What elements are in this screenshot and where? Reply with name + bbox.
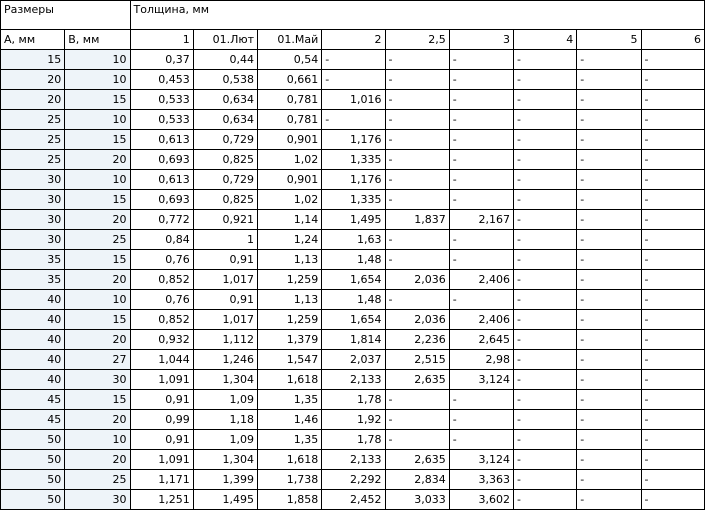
cell-weight: 1,259 [258,270,322,290]
cell-weight: - [577,210,641,230]
table-row [1,450,705,470]
cell-weight: - [385,430,449,450]
cell-a: 25 [1,110,65,130]
cell-weight: 0,825 [193,150,257,170]
cell-b: 20 [65,330,130,350]
cell-b: 30 [65,370,130,390]
cell-weight: 2,292 [322,470,385,490]
cell-weight: - [385,230,449,250]
cell-weight: - [514,450,577,470]
cell-weight: 1,335 [322,150,385,170]
thickness-header: Толщина, мм [130,1,704,30]
cell-weight: - [577,470,641,490]
cell-weight: - [449,410,513,430]
cell-a: 45 [1,410,65,430]
cell-weight: 1,02 [258,150,322,170]
cell-weight: 2,037 [322,350,385,370]
cell-weight: 1,837 [385,210,449,230]
cell-weight: - [514,470,577,490]
cell-weight: - [641,450,704,470]
cell-weight: - [641,250,704,270]
cell-weight: 1,495 [322,210,385,230]
cell-weight: 1,618 [258,370,322,390]
cell-weight: - [514,70,577,90]
cell-weight: 2,036 [385,310,449,330]
thickness-col-header: 2 [322,30,385,50]
cell-weight: - [449,250,513,270]
table-row [1,370,705,390]
cell-weight: 1,48 [322,290,385,310]
cell-weight: 1,016 [322,90,385,110]
cell-a: 35 [1,270,65,290]
cell-b: 15 [65,130,130,150]
cell-weight: - [449,110,513,130]
cell-weight: 0,76 [130,290,193,310]
cell-weight: 0,729 [193,130,257,150]
cell-weight: 0,91 [130,430,193,450]
cell-weight: 3,363 [449,470,513,490]
cell-weight: 0,453 [130,70,193,90]
cell-b: 10 [65,70,130,90]
cell-weight: - [641,150,704,170]
cell-b: 25 [65,470,130,490]
cell-weight: 0,91 [193,290,257,310]
cell-a: 30 [1,210,65,230]
cell-a: 30 [1,190,65,210]
cell-weight: 3,124 [449,450,513,470]
cell-b: 30 [65,490,130,510]
cell-weight: 1,547 [258,350,322,370]
cell-b: 15 [65,190,130,210]
cell-weight: 0,772 [130,210,193,230]
cell-weight: - [514,350,577,370]
cell-weight: - [577,50,641,70]
cell-weight: - [514,210,577,230]
cell-weight: - [577,90,641,110]
cell-a: 50 [1,430,65,450]
cell-b: 20 [65,150,130,170]
cell-weight: 2,515 [385,350,449,370]
cell-a: 20 [1,90,65,110]
cell-weight: - [514,330,577,350]
cell-weight: 1,18 [193,410,257,430]
cell-weight: 0,921 [193,210,257,230]
cell-weight: 1,02 [258,190,322,210]
cell-b: 20 [65,450,130,470]
cell-weight: 0,44 [193,50,257,70]
cell-b: 15 [65,390,130,410]
cell-weight: - [641,110,704,130]
cell-weight: 0,661 [258,70,322,90]
cell-weight: 1,259 [258,310,322,330]
cell-weight: - [577,430,641,450]
cell-weight: - [514,430,577,450]
cell-weight: 0,37 [130,50,193,70]
cell-weight: 1,48 [322,250,385,270]
cell-weight: 2,133 [322,370,385,390]
cell-weight: 0,729 [193,170,257,190]
cell-weight: 1,017 [193,270,257,290]
cell-weight: 1,335 [322,190,385,210]
cell-weight: - [385,150,449,170]
table-row [1,190,705,210]
cell-weight: - [385,130,449,150]
table-row [1,290,705,310]
table-row [1,150,705,170]
cell-weight: 1,304 [193,450,257,470]
cell-b: 20 [65,210,130,230]
cell-weight: 1,78 [322,430,385,450]
cell-weight: - [577,390,641,410]
cell-weight: - [514,170,577,190]
cell-b: 15 [65,310,130,330]
cell-weight: - [449,230,513,250]
cell-weight: - [641,50,704,70]
cell-weight: - [577,190,641,210]
cell-weight: - [641,70,704,90]
cell-weight: 1,78 [322,390,385,410]
cell-a: 40 [1,310,65,330]
cell-weight: - [641,490,704,510]
cell-weight: 2,236 [385,330,449,350]
cell-weight: 0,781 [258,90,322,110]
table-row [1,90,705,110]
cell-weight: 0,634 [193,90,257,110]
table-row [1,470,705,490]
cell-weight: - [641,290,704,310]
cell-weight: 1,13 [258,290,322,310]
cell-weight: - [514,50,577,70]
cell-weight: 0,693 [130,150,193,170]
cell-weight: 0,99 [130,410,193,430]
cell-weight: 1,044 [130,350,193,370]
cell-weight: 0,613 [130,170,193,190]
cell-weight: - [449,130,513,150]
cell-weight: 2,98 [449,350,513,370]
cell-weight: 1,14 [258,210,322,230]
cell-weight: - [514,490,577,510]
cell-a: 50 [1,490,65,510]
cell-a: 30 [1,170,65,190]
cell-weight: - [641,90,704,110]
cell-b: 10 [65,170,130,190]
cell-weight: 3,124 [449,370,513,390]
cell-weight: - [449,90,513,110]
cell-weight: - [577,410,641,430]
cell-weight: 1,24 [258,230,322,250]
cell-weight: 1,251 [130,490,193,510]
cell-a: 45 [1,390,65,410]
thickness-col-header: 01.Лют [193,30,257,50]
cell-b: 10 [65,430,130,450]
cell-weight: - [514,270,577,290]
cell-b: 10 [65,290,130,310]
cell-weight: 1,92 [322,410,385,430]
cell-weight: - [514,370,577,390]
cell-weight: 1,618 [258,450,322,470]
cell-weight: - [577,370,641,390]
table-row [1,270,705,290]
cell-weight: 1,112 [193,330,257,350]
table-row [1,350,705,370]
cell-weight: 1,017 [193,310,257,330]
cell-weight: 2,834 [385,470,449,490]
cell-weight: - [449,170,513,190]
cell-weight: - [577,450,641,470]
cell-weight: - [641,170,704,190]
cell-weight: - [385,90,449,110]
cell-weight: 1,379 [258,330,322,350]
cell-weight: - [641,230,704,250]
cell-weight: - [577,270,641,290]
cell-weight: - [577,150,641,170]
table-row [1,70,705,90]
cell-weight: - [514,90,577,110]
cell-weight: 1,399 [193,470,257,490]
cell-weight: - [641,130,704,150]
cell-b: 27 [65,350,130,370]
cell-b: 25 [65,230,130,250]
cell-weight: - [514,110,577,130]
cell-weight: 1,814 [322,330,385,350]
cell-weight: - [449,190,513,210]
cell-weight: - [514,290,577,310]
cell-weight: 2,635 [385,370,449,390]
cell-b: 15 [65,90,130,110]
cell-weight: - [577,330,641,350]
cell-a: 25 [1,130,65,150]
cell-weight: 2,036 [385,270,449,290]
cell-weight: - [577,230,641,250]
cell-weight: - [641,350,704,370]
cell-weight: 1,176 [322,170,385,190]
cell-a: 40 [1,370,65,390]
cell-weight: - [385,70,449,90]
cell-weight: 2,452 [322,490,385,510]
table-row [1,410,705,430]
cell-a: 15 [1,50,65,70]
cell-weight: - [449,150,513,170]
thickness-col-header: 1 [130,30,193,50]
table-row [1,330,705,350]
cell-weight: - [449,430,513,450]
cell-a: 50 [1,470,65,490]
cell-weight: - [641,330,704,350]
cell-weight: - [577,490,641,510]
cell-weight: 0,76 [130,250,193,270]
cell-weight: - [641,430,704,450]
table-row [1,50,705,70]
cell-weight: 0,932 [130,330,193,350]
cell-weight: 1,246 [193,350,257,370]
table-row [1,110,705,130]
cell-weight: 1,35 [258,390,322,410]
cell-weight: - [577,170,641,190]
table-row [1,490,705,510]
cell-weight: 0,54 [258,50,322,70]
cell-weight: - [577,110,641,130]
cell-weight: 3,033 [385,490,449,510]
sizes-header: Размеры [1,1,131,30]
cell-weight: 0,852 [130,270,193,290]
cell-weight: - [577,350,641,370]
table-row [1,390,705,410]
cell-weight: - [641,190,704,210]
cell-weight: 0,693 [130,190,193,210]
cell-weight: - [322,50,385,70]
cell-weight: 1,654 [322,270,385,290]
cell-weight: 1,495 [193,490,257,510]
thickness-col-header: 2,5 [385,30,449,50]
cell-weight: - [385,190,449,210]
cell-weight: 0,533 [130,110,193,130]
cell-weight: 1,091 [130,370,193,390]
cell-weight: 2,406 [449,270,513,290]
thickness-col-header: 3 [449,30,513,50]
cell-weight: 2,635 [385,450,449,470]
cell-weight: 2,133 [322,450,385,470]
thickness-col-header: 01.Май [258,30,322,50]
table-row [1,250,705,270]
col-b-header: В, мм [65,30,130,50]
cell-weight: - [514,310,577,330]
cell-weight: - [514,150,577,170]
cell-weight: - [577,310,641,330]
cell-b: 20 [65,270,130,290]
cell-weight: - [514,230,577,250]
cell-weight: - [322,70,385,90]
cell-weight: - [449,290,513,310]
cell-weight: - [514,130,577,150]
cell-weight: - [641,270,704,290]
cell-weight: 0,901 [258,130,322,150]
cell-weight: 0,84 [130,230,193,250]
thickness-col-header: 6 [641,30,704,50]
cell-weight: 3,602 [449,490,513,510]
table-row [1,230,705,250]
cell-weight: - [577,290,641,310]
cell-weight: - [577,130,641,150]
cell-weight: 1,46 [258,410,322,430]
cell-weight: 0,634 [193,110,257,130]
cell-weight: 1,13 [258,250,322,270]
cell-weight: 1,09 [193,430,257,450]
cell-weight: - [385,110,449,130]
cell-weight: 1,63 [322,230,385,250]
cell-weight: 0,825 [193,190,257,210]
cell-weight: 1,09 [193,390,257,410]
cell-weight: - [514,190,577,210]
cell-b: 15 [65,250,130,270]
cell-weight: - [641,310,704,330]
cell-weight: - [385,250,449,270]
cell-weight: - [449,390,513,410]
cell-weight: 2,167 [449,210,513,230]
cell-weight: 0,91 [130,390,193,410]
cell-a: 40 [1,290,65,310]
cell-weight: 1,35 [258,430,322,450]
thickness-col-header: 4 [514,30,577,50]
cell-a: 35 [1,250,65,270]
cell-weight: - [322,110,385,130]
cell-b: 10 [65,110,130,130]
cell-weight: - [514,250,577,270]
cell-weight: 0,533 [130,90,193,110]
cell-a: 50 [1,450,65,470]
thickness-col-header: 5 [577,30,641,50]
header-row-1 [1,1,705,30]
cell-weight: - [641,370,704,390]
cell-weight: - [514,390,577,410]
cell-weight: - [385,390,449,410]
table-row [1,430,705,450]
cell-a: 40 [1,350,65,370]
cell-weight: - [641,470,704,490]
cell-weight: 1,654 [322,310,385,330]
col-a-header: А, мм [1,30,65,50]
cell-weight: 2,406 [449,310,513,330]
cell-b: 10 [65,50,130,70]
table-row [1,210,705,230]
cell-weight: - [514,410,577,430]
table-row [1,130,705,150]
cell-weight: 0,91 [193,250,257,270]
cell-weight: 1,176 [322,130,385,150]
cell-a: 40 [1,330,65,350]
cell-weight: 1,091 [130,450,193,470]
table-row [1,310,705,330]
cell-a: 30 [1,230,65,250]
cell-weight: 1,738 [258,470,322,490]
cell-weight: 2,645 [449,330,513,350]
table-row [1,170,705,190]
cell-weight: - [385,290,449,310]
cell-weight: 0,613 [130,130,193,150]
cell-weight: - [577,250,641,270]
cell-weight: 1,171 [130,470,193,490]
cell-weight: - [449,50,513,70]
cell-weight: - [385,410,449,430]
cell-weight: - [385,50,449,70]
cell-b: 20 [65,410,130,430]
header-row-2 [1,30,705,50]
cell-weight: 0,852 [130,310,193,330]
cell-weight: - [385,170,449,190]
cell-weight: - [577,70,641,90]
cell-weight: 1 [193,230,257,250]
cell-weight: 0,781 [258,110,322,130]
cell-weight: 1,304 [193,370,257,390]
cell-weight: - [641,410,704,430]
cell-weight: 0,538 [193,70,257,90]
cell-weight: - [641,210,704,230]
cell-weight: 0,901 [258,170,322,190]
cell-weight: - [449,70,513,90]
cell-a: 25 [1,150,65,170]
cell-a: 20 [1,70,65,90]
cell-weight: 1,858 [258,490,322,510]
cell-weight: - [641,390,704,410]
